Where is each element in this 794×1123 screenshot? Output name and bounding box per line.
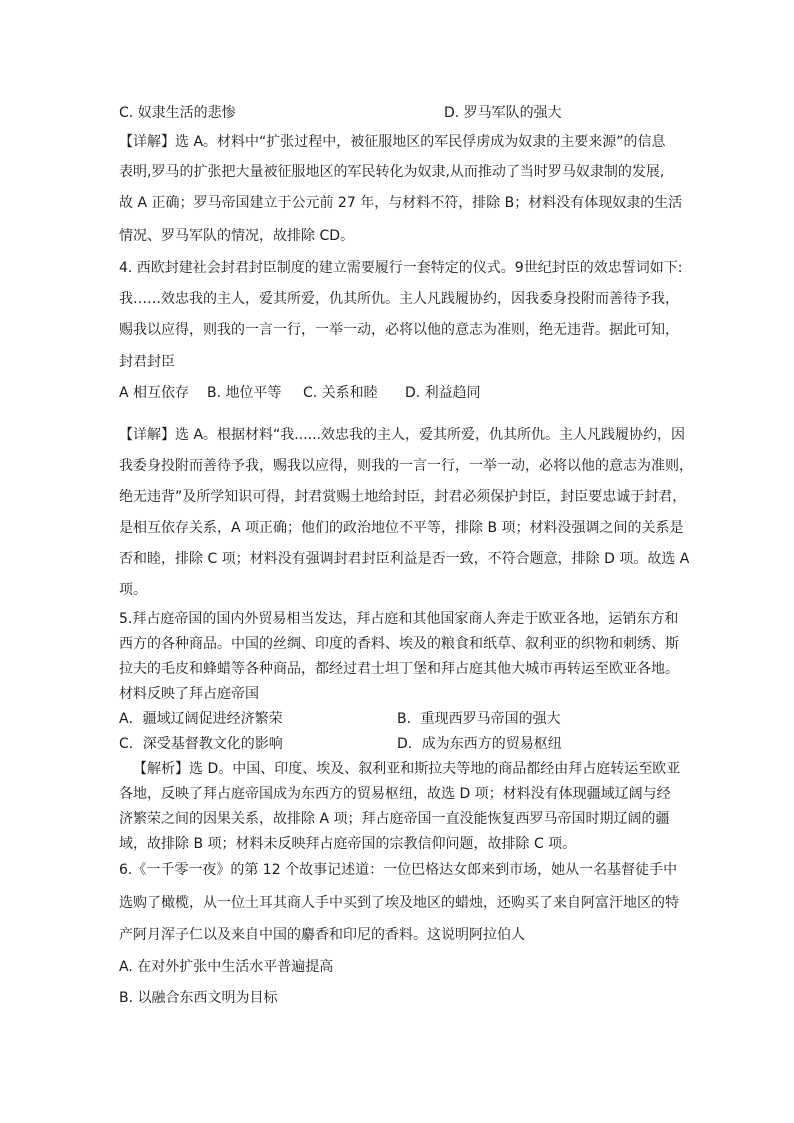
q6-stem-line: 产阿月浑子仁以及来自中国的麝香和印尼的香料。这说明阿拉伯人 <box>119 927 525 943</box>
q4-stem-line: 封君封臣 <box>119 354 175 370</box>
q6-option-a: A. 在对外扩张中生活水平普遍提高 <box>119 959 334 975</box>
q5-stem-line: 拉夫的毛皮和蜂蜡等各种商品，都经过君士坦丁堡和拜占庭其他大城市再转运至欧亚各地。 <box>119 661 679 677</box>
q5-option-c: C．深受基督教文化的影响 <box>119 736 283 752</box>
q5-option-d: D．成为东西方的贸易枢纽 <box>397 736 562 752</box>
q5-stem-line: 材料反映了拜占庭帝国 <box>119 686 259 702</box>
q4-option-d: D. 利益趋同 <box>405 385 481 401</box>
q4-option-b: B. 地位平等 <box>207 385 282 401</box>
q4-option-a: A 相互依存 <box>119 385 190 401</box>
q4-stem-line: 我……效忠我的主人，爱其所爱，仇其所仇。主人凡践履协约，因我委身投附而善待予我， <box>119 291 679 307</box>
q4-stem-line: 赐我以应得，则我的一言一行，一举一动，必将以他的意志为准则，绝无违背。据此可知， <box>119 322 679 338</box>
q3-explanation-line: 表明,罗马的扩张把大量被征服地区的军民转化为奴隶,从而推动了当时罗马奴隶制的发展, <box>119 164 665 180</box>
q6-stem-line: 6.《一千零一夜》的第 12 个故事记述道：一位巴格达女郎来到市场，她从一名基督徒手中 <box>119 862 678 878</box>
q5-explanation-line: 各地，反映了拜占庭帝国成为东西方的贸易枢纽，故选 D 项；材料没有体现疆域辽阔与经 <box>119 786 671 802</box>
q5-stem-line: 5.拜占庭帝国的国内外贸易相当发达，拜占庭和其他国家商人奔走于欧亚各地，运销东方和 <box>119 611 679 627</box>
q4-explanation-line: 是相互依存关系，A 项正确；他们的政治地位不平等，排除 B 项；材料没强调之间的关系是 <box>119 520 684 536</box>
q3-option-d: D. 罗马军队的强大 <box>444 105 562 121</box>
q5-option-a: A．疆域辽阔促进经济繁荣 <box>119 711 283 727</box>
q4-options <box>119 384 481 402</box>
q4-option-c: C. 关系和睦 <box>303 385 378 401</box>
q4-explanation-line: 项。 <box>119 582 147 598</box>
q6-option-b: B. 以融合东西文明为目标 <box>119 990 278 1006</box>
q4-stem-line: 4. 西欧封建社会封君封臣制度的建立需要履行一套特定的仪式。9世纪封臣的效忠誓词如下: <box>119 260 683 276</box>
q3-explanation-line: 故 A 正确；罗马帝国建立于公元前 27 年，与材料不符，排除 B；材料没有体现奴隶的生活 <box>119 195 683 211</box>
q5-explanation-line: 济繁荣之间的因果关系，故排除 A 项；拜占庭帝国一直没能恢复西罗马帝国时期辽阔的疆 <box>119 811 670 827</box>
q3-option-c: C. 奴隶生活的悲惨 <box>119 105 236 121</box>
q6-stem-line: 选购了橄榄，从一位土耳其商人手中买到了埃及地区的蜡烛，还购买了来自阿富汗地区的特 <box>119 895 679 911</box>
q5-explanation-line: 域，故排除 B 项；材料未反映拜占庭帝国的宗教信仰问题，故排除 C 项。 <box>119 836 577 852</box>
q5-stem-line: 西方的各种商品。中国的丝绸、印度的香料、埃及的粮食和纸草、叙利亚的织物和刺绣、斯 <box>119 636 679 652</box>
q4-explanation-line: 我委身投附而善待予我，赐我以应得，则我的一言一行，一举一动，必将以他的意志为准则， <box>119 458 693 474</box>
q4-explanation-line: 【详解】选 A。根据材料“我......效忠我的主人，爱其所爱，仇其所仇。主人凡践履协约，因 <box>119 427 685 443</box>
q4-explanation-line: 否和睦，排除 C 项；材料没有强调封君封臣利益是否一致，不符合题意，排除 D 项。故选 A <box>119 551 690 567</box>
q5-option-b: B．重现西罗马帝国的强大 <box>397 711 561 727</box>
q4-explanation-line: 绝无违背”及所学知识可得，封君赏赐土地给封臣，封君必须保护封臣，封臣要忠诚于封君， <box>119 489 687 505</box>
q3-explanation-line: 情况、罗马军队的情况，故排除 CD。 <box>119 228 355 244</box>
q5-explanation-line: 【解析】选 D。中国、印度、埃及、叙利亚和斯拉夫等地的商品都经由拜占庭转运至欧亚 <box>133 761 681 777</box>
q3-explanation-line: 【详解】选 A。材料中“扩张过程中，被征服地区的军民俘虏成为奴隶的主要来源”的信息 <box>119 134 666 150</box>
